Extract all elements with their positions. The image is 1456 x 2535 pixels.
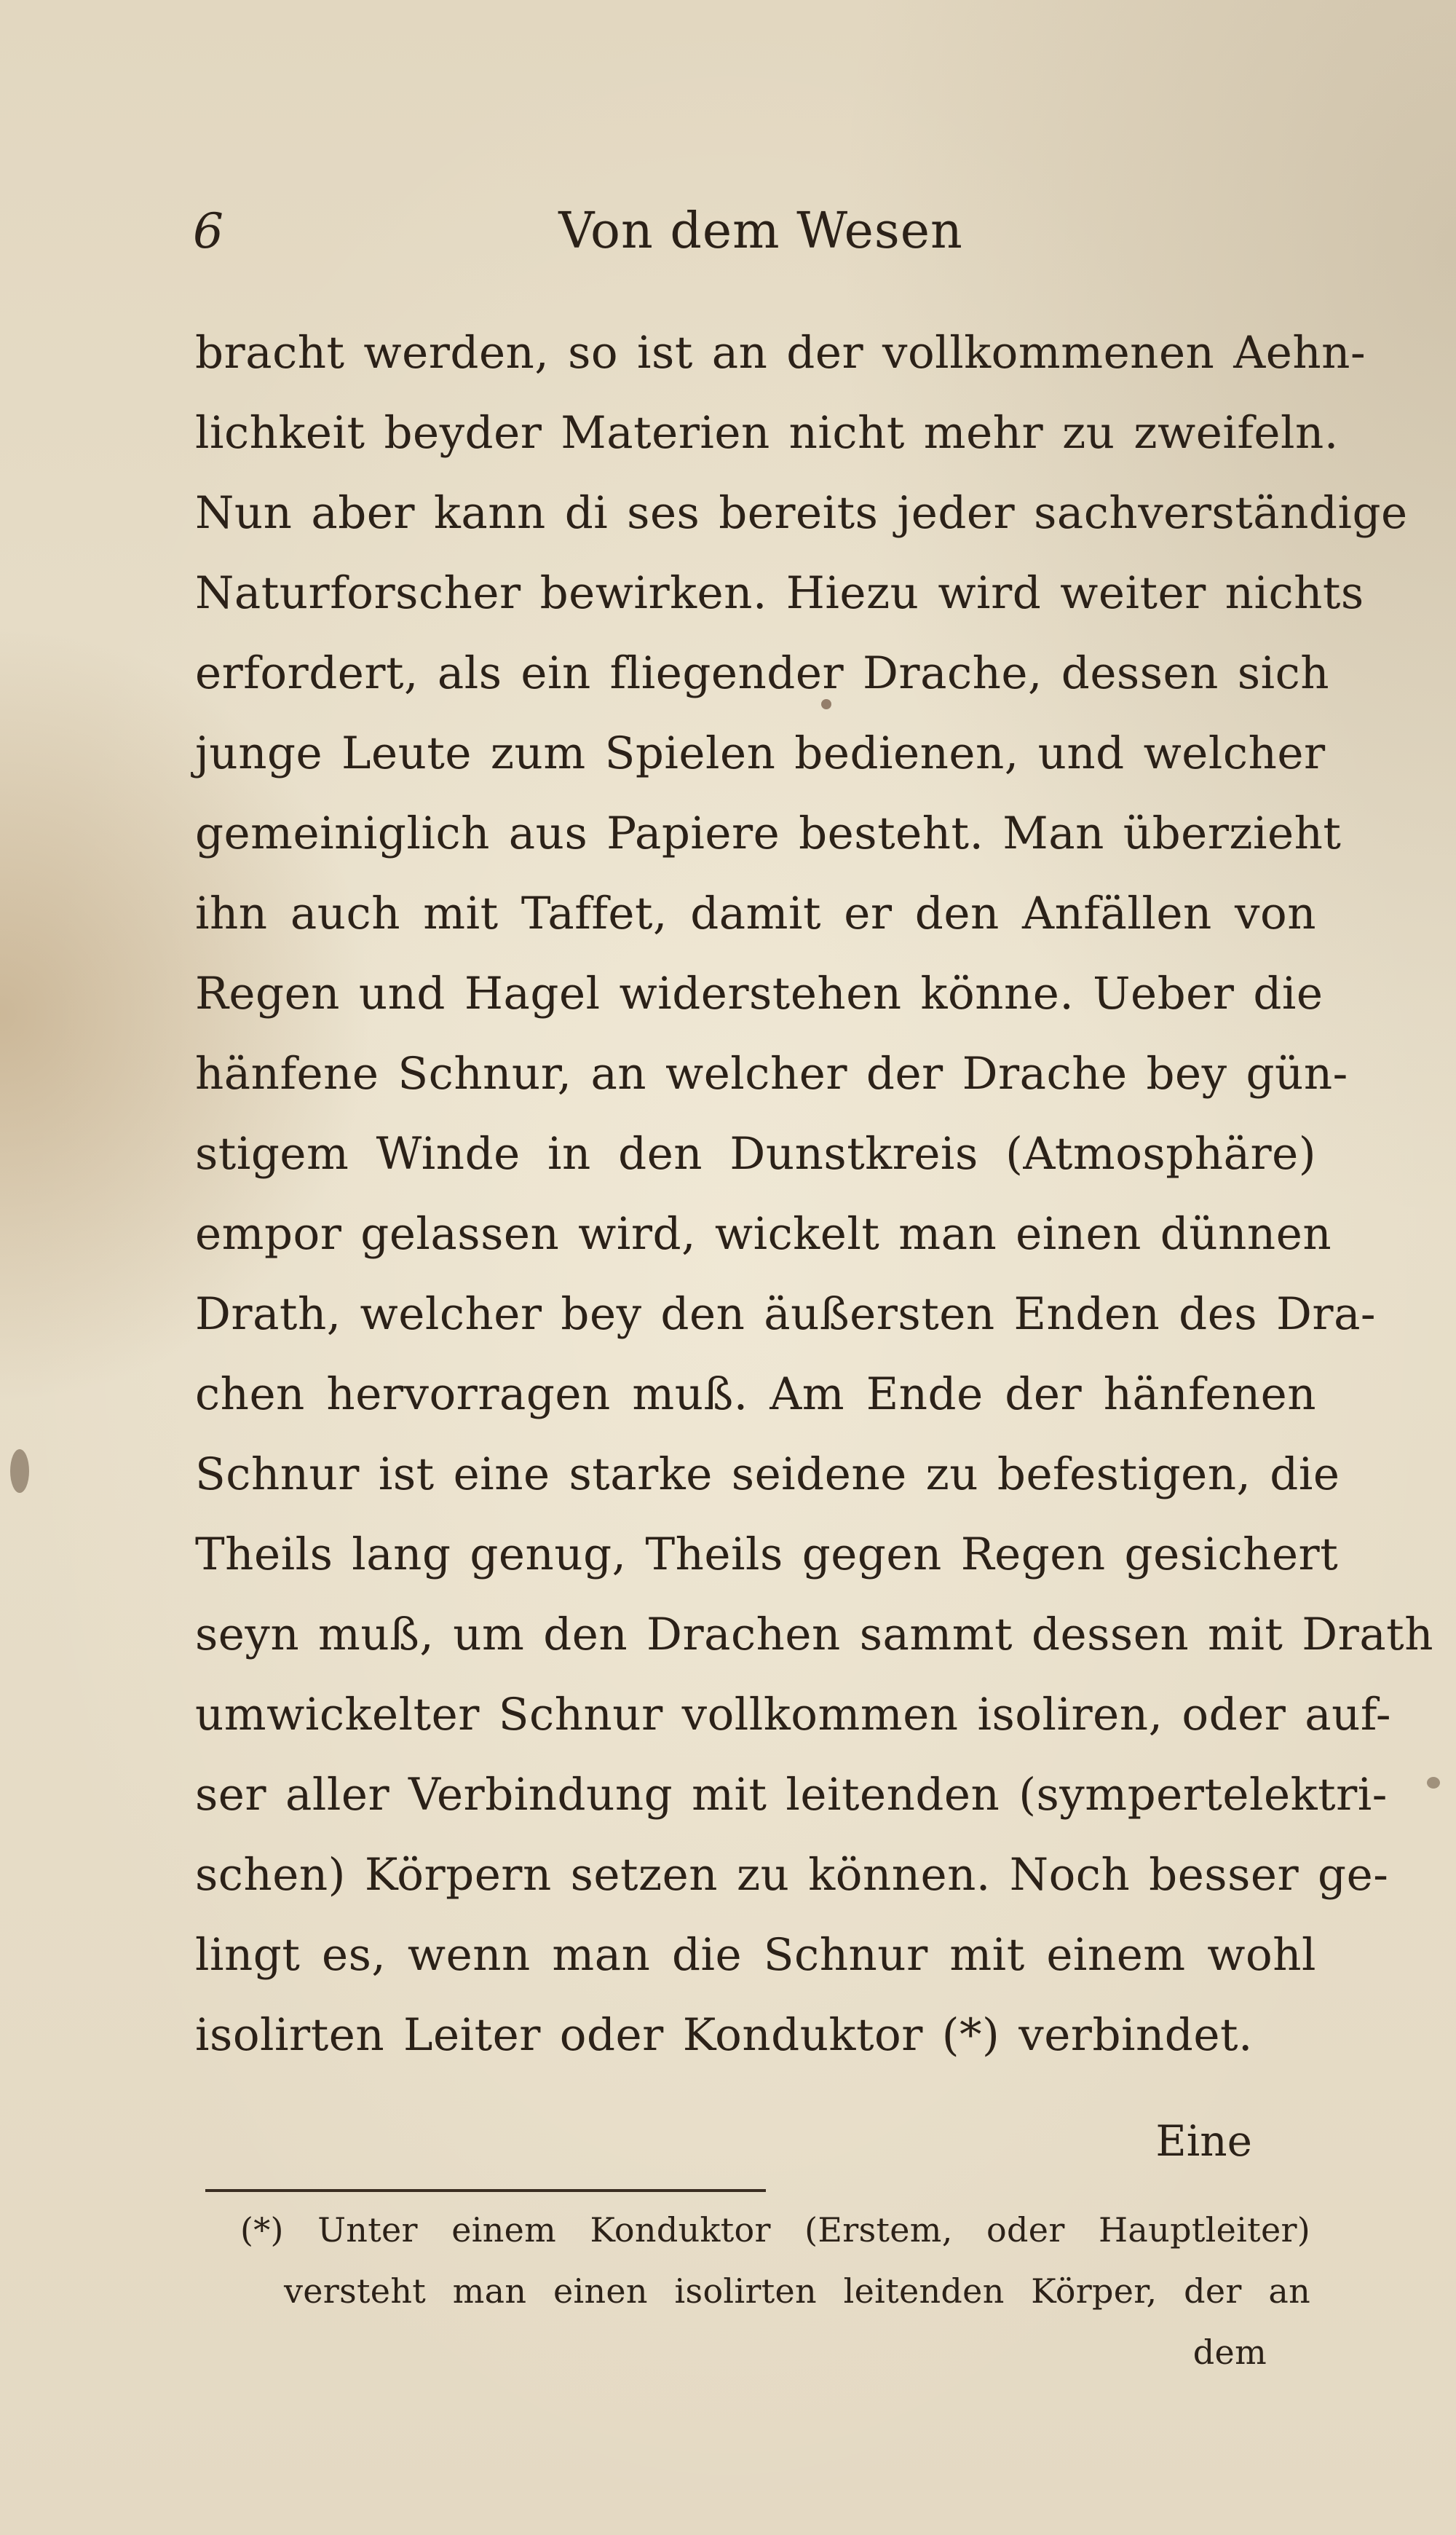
text-line: Drath, welcher bey den äußersten Enden des Dra- bbox=[195, 1288, 1377, 1340]
text-line: Naturforscher bewirken. Hiezu wird weiter nichts bbox=[195, 567, 1364, 619]
paper-blemish bbox=[821, 699, 831, 709]
running-title: Von dem Wesen bbox=[558, 202, 963, 260]
text-line: erfordert, als ein fliegender Drache, dessen sich bbox=[195, 647, 1330, 699]
paper-blemish bbox=[10, 1449, 29, 1493]
text-line: schen) Körpern setzen zu können. Noch besser ge- bbox=[195, 1849, 1389, 1901]
text-line: ihn auch mit Taffet, damit er den Anfällen von bbox=[195, 888, 1316, 939]
footnote-line: versteht man einen isolirten leitenden Körper, der an bbox=[284, 2271, 1310, 2311]
footnote-line: dem bbox=[1192, 2333, 1267, 2372]
text-line: gemeiniglich aus Papiere besteht. Man überzieht bbox=[195, 808, 1342, 859]
paper-blemish bbox=[1427, 1777, 1440, 1789]
text-line: lingt es, wenn man die Schnur mit einem wohl bbox=[195, 1929, 1316, 1981]
body-text bbox=[195, 313, 1433, 2075]
text-line: umwickelter Schnur vollkommen isoliren, oder auf- bbox=[195, 1689, 1391, 1740]
running-head bbox=[193, 195, 1329, 268]
text-line: isolirten Leiter oder Konduktor (*) verbindet. bbox=[195, 2009, 1253, 2061]
text-line: Nun aber kann di ses bereits jeder sachverständige bbox=[195, 487, 1408, 539]
text-line: stigem Winde in den Dunstkreis (Atmosphäre) bbox=[195, 1128, 1316, 1180]
text-line: lichkeit beyder Materien nicht mehr zu zweifeln. bbox=[195, 407, 1339, 459]
text-line: junge Leute zum Spielen bedienen, und welcher bbox=[195, 728, 1326, 779]
text-line: hänfene Schnur, an welcher der Drache bey gün- bbox=[195, 1048, 1348, 1100]
footnote-line: (*) Unter einem Konduktor (Erstem, oder Hauptleiter) bbox=[240, 2210, 1310, 2250]
catchword: Eine bbox=[1155, 2116, 1252, 2166]
text-line: ser aller Verbindung mit leitenden (sympertelektri- bbox=[195, 1769, 1388, 1821]
text-line: chen hervorragen muß. Am Ende der hänfenen bbox=[195, 1368, 1316, 1420]
text-line: Theils lang genug, Theils gegen Regen gesichert bbox=[195, 1529, 1339, 1580]
footnote bbox=[240, 2199, 1310, 2383]
text-line: empor gelassen wird, wickelt man einen dünnen bbox=[195, 1208, 1332, 1260]
text-line: seyn muß, um den Drachen sammt dessen mit Drath bbox=[195, 1609, 1433, 1660]
page-number: 6 bbox=[193, 203, 223, 259]
text-line: Schnur ist eine starke seidene zu befestigen, die bbox=[195, 1448, 1340, 1500]
text-line: bracht werden, so ist an der vollkommenen Aehn- bbox=[195, 327, 1366, 379]
footnote-rule bbox=[205, 2189, 766, 2192]
text-line: Regen und Hagel widerstehen könne. Ueber die bbox=[195, 968, 1324, 1020]
